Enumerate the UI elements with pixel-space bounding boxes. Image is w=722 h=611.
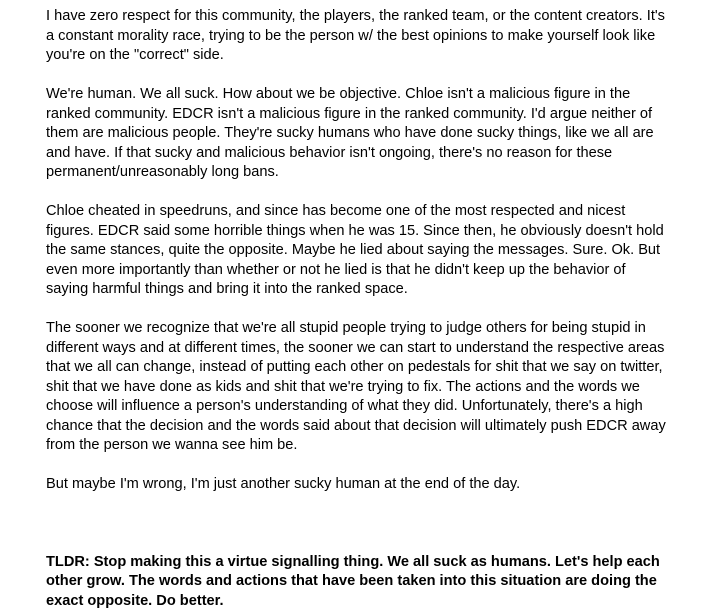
paragraph-examples: Chloe cheated in speedruns, and since has become one of the most respected and nicest figures. EDCR said some horrible things when he was 15. Since then, he obviously doesn't hold the same stances, quite the opposite. Maybe he lied about saying the messages. Sure. Ok. But even more importantly than whether or not he lied is that he didn't keep up the behavior of saying harmful things and bring it into the ranked space. (46, 203, 664, 297)
document-body (46, 7, 710, 611)
paragraph-human: We're human. We all suck. How about we be objective. Chloe isn't a malicious figure in the ranked community. EDCR isn't a malicious figure in the ranked community. I'd argue neither of them are malicious people. They're sucky humans who have done sucky things, like we all are and have. If that sucky and malicious behavior isn't ongoing, there's no reason for these permanent/unreasonably long bans. (46, 86, 654, 180)
tldr-summary: TLDR: Stop making this a virtue signalling thing. We all suck as humans. Let's help each other grow. The words and actions that have been taken into this situation are doing the exact opposite. Do better. (46, 553, 660, 609)
paragraph-maybe-wrong: But maybe I'm wrong, I'm just another sucky human at the end of the day. (46, 476, 521, 492)
paragraph-recognize: The sooner we recognize that we're all stupid people trying to judge others for being stupid in different ways and at different times, the sooner we can start to understand the respective areas that we all can change, instead of putting each other on pedestals for shit that we say on twitter, shit that we have done as kids and shit that we're trying to fix. The actions and the words we choose will influence a person's understanding of what they did. Unfortunately, there's a high chance that the decision and the words said about that decision will ultimately push EDCR away from the person we wanna see him be. (46, 320, 666, 453)
paragraph-intro: I have zero respect for this community, the players, the ranked team, or the content creators. It's a constant morality race, trying to be the person w/ the best opinions to make yourself look like you're on the "correct" side. (46, 8, 665, 63)
